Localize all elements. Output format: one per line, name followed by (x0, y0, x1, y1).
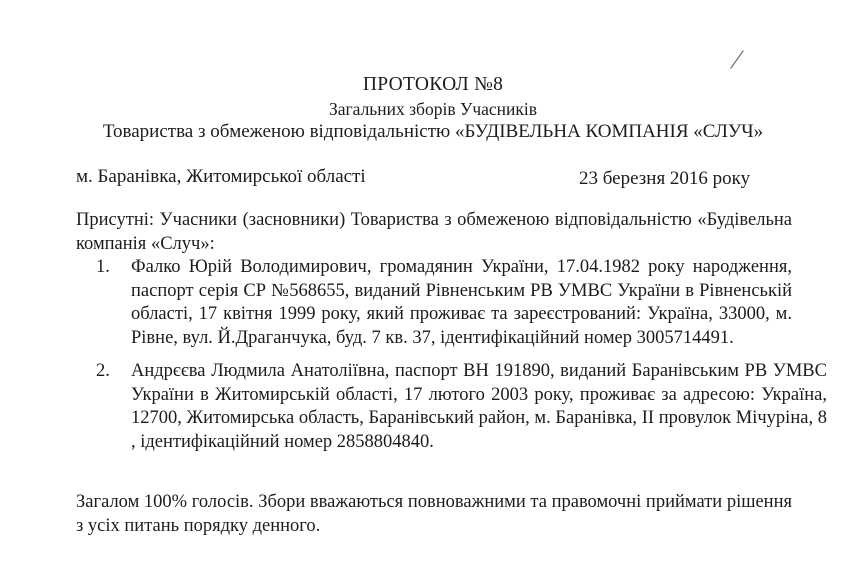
list-item (96, 360, 827, 454)
participant-details: Фалко Юрій Володимирович, громадянин України, 17.04.1982 року народження, паспорт серія СР №568655, виданий Рівненським РВ УМВС України в Рівненській області, 17 квітня 1999 року, який проживає та зареєстрований: Україна, 33000, м. Рівне, вул. Й.Драганчука, буд. 7 кв. 37, ідентифікаційний номер 3005714491. (131, 257, 792, 348)
participants-list (96, 256, 792, 350)
present-intro: Присутні: Учасники (засновники) Товариства з обмеженою відповідальністю «Будівельна компанія «Случ»: (76, 210, 792, 254)
list-item (96, 256, 792, 350)
meeting-date: 23 березня 2016 року (579, 168, 751, 189)
participant-details: Андрєєва Людмила Анатоліївна, паспорт ВН 191890, виданий Баранівським РВ УМВС України в Житомирській області, 17 лютого 2003 року, проживає за адресою: Україна, 12700, Житомирська область, Баранівський район, м. Баранівка, II провулок Мічуріна, 8 , ідентифікаційний номер 2858804840. (131, 361, 827, 452)
list-item-number: 1. (96, 257, 110, 277)
company-name-line: Товариства з обмеженою відповідальністю «БУДІВЕЛЬНА КОМПАНІЯ «СЛУЧ» (102, 121, 764, 142)
list-item-number: 2. (96, 361, 110, 381)
protocol-subtitle: Загальних зборів Учасників (328, 99, 538, 119)
pen-stroke-mark (728, 48, 746, 70)
protocol-title: ПРОТОКОЛ №8 (362, 74, 504, 95)
meeting-place: м. Баранівка, Житомирської області (76, 166, 366, 187)
quorum-summary: Загалом 100% голосів. Збори вважаються повноважними та правомочні приймати рішення з усіх питань порядку денного. (76, 492, 792, 536)
